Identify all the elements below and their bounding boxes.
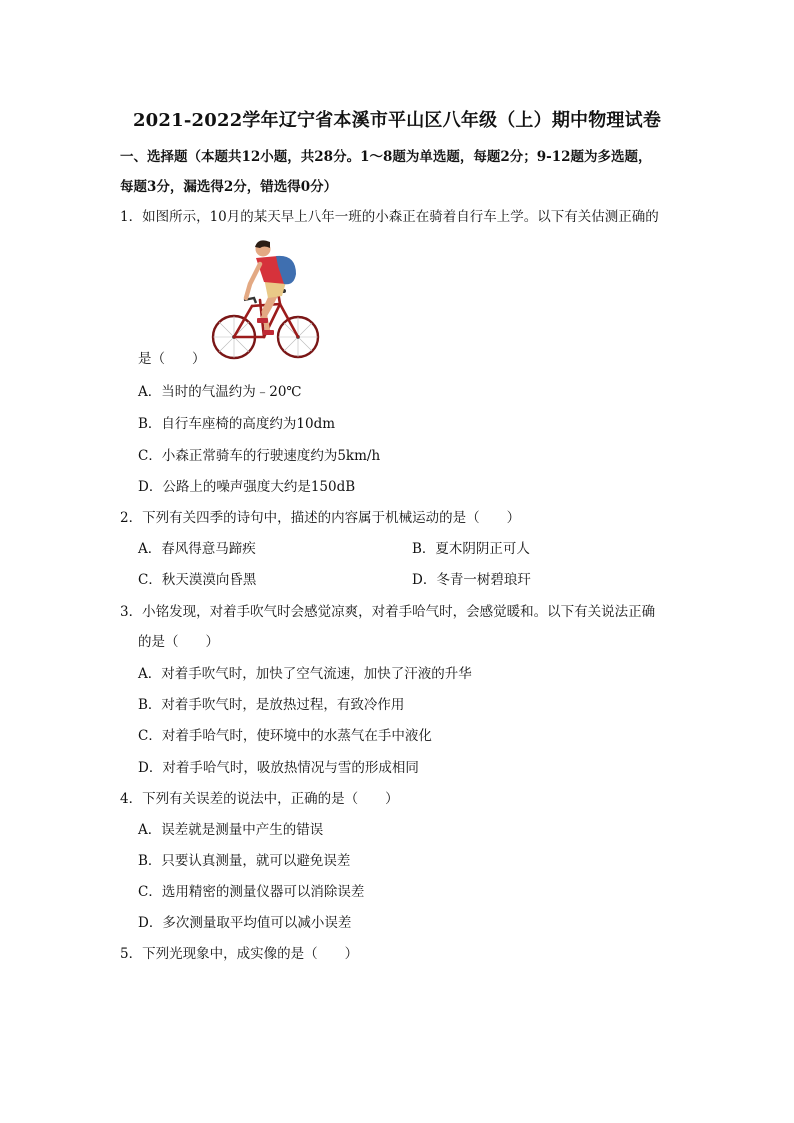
q2-option-b[interactable]: B．夏木阴阴正可人 bbox=[412, 541, 530, 557]
question-4-stem: 4．下列有关误差的说法中，正确的是（ ） bbox=[120, 791, 399, 807]
question-2-stem: 2．下列有关四季的诗句中，描述的内容属于机械运动的是（ ） bbox=[120, 510, 521, 526]
boy-riding-bicycle-image bbox=[208, 240, 320, 364]
q2-option-c[interactable]: C．秋天漠漠向昏黑 bbox=[138, 572, 257, 588]
question-1-stem: 1．如图所示，10月的某天早上八年一班的小森正在骑着自行车上学。以下有关估测正确的 bbox=[120, 209, 659, 225]
section-heading-line1: 一、选择题（本题共12小题，共28分。1～8题为单选题，每题2分；9-12题为多选题， bbox=[120, 149, 652, 165]
q4-option-a[interactable]: A．误差就是测量中产生的错误 bbox=[138, 822, 324, 838]
q4-option-b[interactable]: B．只要认真测量，就可以避免误差 bbox=[138, 853, 351, 869]
q3-option-c[interactable]: C．对着手哈气时，使环境中的水蒸气在手中液化 bbox=[138, 728, 432, 744]
section-heading bbox=[120, 142, 700, 202]
q1-option-b[interactable]: B．自行车座椅的高度约为10dm bbox=[138, 416, 336, 432]
q1-option-d[interactable]: D．公路上的噪声强度大约是150dB bbox=[138, 479, 356, 495]
q2-option-d[interactable]: D．冬青一树碧琅玕 bbox=[412, 572, 531, 588]
question-1-stem-cont: 是（ ） bbox=[138, 351, 206, 367]
q3-option-a[interactable]: A．对着手吹气时，加快了空气流速，加快了汗液的升华 bbox=[138, 666, 472, 682]
q2-option-a[interactable]: A．春风得意马蹄疾 bbox=[138, 541, 256, 557]
q1-option-c[interactable]: C．小森正常骑车的行驶速度约为5km/h bbox=[138, 448, 381, 464]
q4-option-d[interactable]: D．多次测量取平均值可以减小误差 bbox=[138, 915, 352, 931]
q3-option-d[interactable]: D．对着手哈气时，吸放热情况与雪的形成相同 bbox=[138, 760, 419, 776]
q3-option-b[interactable]: B．对着手吹气时，是放热过程，有致冷作用 bbox=[138, 697, 405, 713]
question-3-stem-cont: 的是（ ） bbox=[138, 634, 219, 650]
q4-option-c[interactable]: C．选用精密的测量仪器可以消除误差 bbox=[138, 884, 365, 900]
q1-option-a[interactable]: A．当时的气温约为﹣20℃ bbox=[138, 384, 302, 400]
question-3-stem: 3．小铭发现，对着手吹气时会感觉凉爽，对着手哈气时，会感觉暖和。以下有关说法正确 bbox=[120, 604, 656, 620]
question-5-stem: 5．下列光现象中，成实像的是（ ） bbox=[120, 946, 359, 962]
exam-title: 2021-2022学年辽宁省本溪市平山区八年级（上）期中物理试卷 bbox=[132, 110, 662, 131]
section-heading-line2: 每题3分，漏选得2分，错选得0分） bbox=[120, 179, 338, 195]
